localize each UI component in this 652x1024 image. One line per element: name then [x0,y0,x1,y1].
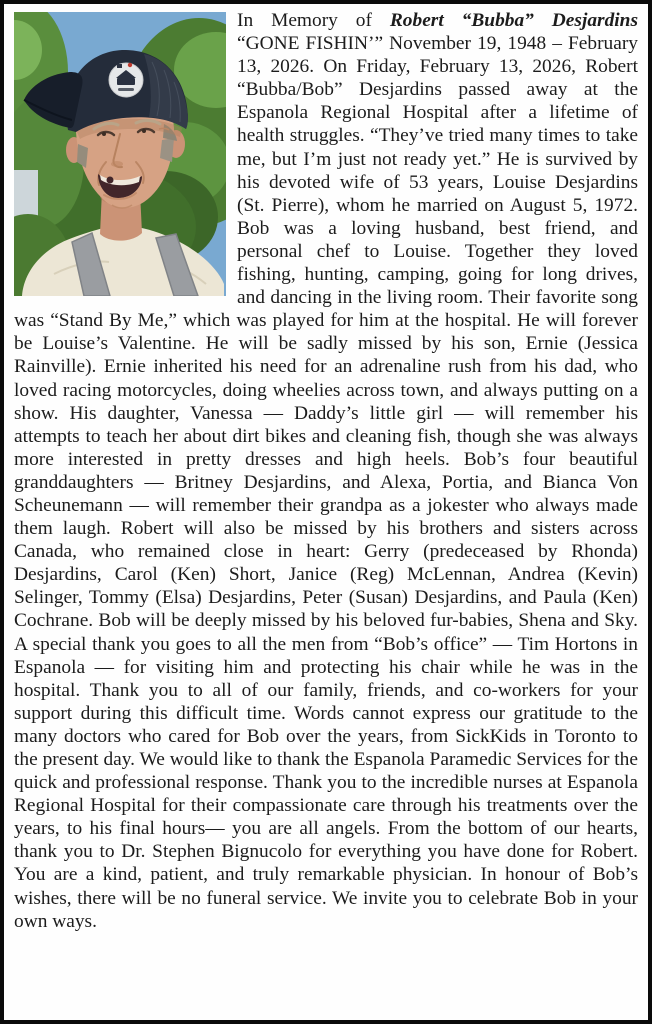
deceased-portrait-photo [14,12,226,296]
deceased-name: Robert “Bubba” Desjardins [389,10,638,31]
portrait-illustration [14,12,226,296]
title-prefix: In Memory of [237,10,390,31]
cap-logo [109,63,143,97]
obituary-body: “GONE FISHIN’” November 19, 1948 – February 13, 2026. On Friday, February 13, 2026, Robert “Bubba/Bob” Desjardins passed away at the Espanola Regional Hospital after a lifetime of health struggles. “They’ve tried many times to take me, but I’m just not ready yet.” He is survived by his devoted wife of 53 years, Louise Desjardins (St. Pierre), whom he married on August 5, 1972. Bob was a loving husband, best friend, and personal chef to Louise. Together they loved fishing, hunting, camping, going for long drives, and dancing in the living room. Their favorite song was “Stand By Me,” which was played for him at the hospital. He will forever be Louise’s Valentine. He will be sadly missed by his son, Ernie (Jessica Rainville). Ernie inherited his need for an adrenaline rush from his dad, who loved racing motorcycles, doing wheelies across town, and always putting on a show. His daughter, Vanessa — Daddy’s little girl — will remember his attempts to teach her about dirt bikes and cleaning fish, though she was always more interested in pretty dresses and high heels. Bob’s four beautiful granddaughters — Britney Desjardins, and Alexa, Portia, and Bianca Von Scheunemann — will remember their grandpa as a jokester who always made them laugh. Robert will also be missed by his brothers and sisters across Canada, who remained close in heart: Gerry (predeceased by Rhonda) Desjardins, Carol (Ken) Short, Janice (Reg) McLennan, Andrea (Kevin) Selinger, Tommy (Elsa) Desjardins, Peter (Susan) Desjardins, and Paula (Ken) Cochrane. Bob will be deeply missed by his beloved fur-babies, Shena and Sky. A special thank you goes to all the men from “Bob’s office” — Tim Hortons in Espanola — for visiting him and protecting his chair while he was in the hospital. Thank you to all of our family, friends, and co-workers for your support during this difficult time. Words cannot express our gratitude to the many doctors who cared for Bob over the years, from SickKids in Toronto to the present day. We would like to thank the Espanola Paramedic Services for the quick and professional response. Thank you to the incredible nurses at Espanola Regional Hospital for their compassionate care through his treatments over the years, to his final hours— you are all angels. From the bottom of our hearts, thank you to Dr. Stephen Bignucolo for everything you have done for Robert. You are a kind, patient, and truly remarkable physician. In honour of Bob’s wishes, there will be no funeral service. We invite you to celebrate Bob in your own ways. [14,33,638,932]
